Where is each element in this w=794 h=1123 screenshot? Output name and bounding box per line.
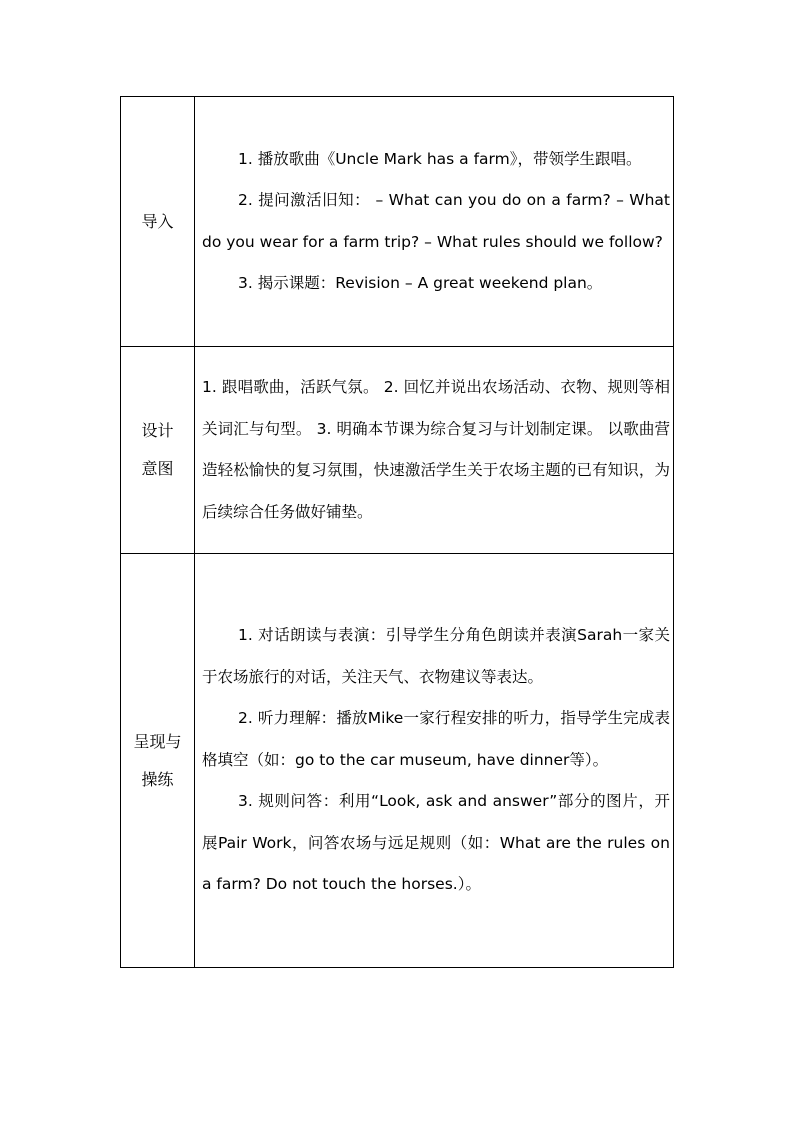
row-label-line: 意图 — [141, 459, 174, 478]
row-content-intro — [195, 97, 674, 347]
content-paragraph: 1. 对话朗读与表演：引导学生分角色朗读并表演Sarah一家关于农场旅行的对话，关注天气、衣物建议等表达。 — [202, 626, 670, 686]
row-content-design-intent — [195, 347, 674, 554]
row-label-intro — [121, 97, 195, 347]
lesson-plan-table — [120, 96, 674, 968]
table-row-presentation — [121, 554, 674, 968]
content-paragraph: 3. 规则问答：利用“Look, ask and answer”部分的图片，开展Pair Work，问答农场与远足规则（如：What are the rules on a farm? Do not touch the horses.）。 — [202, 792, 670, 894]
row-label-line: 操练 — [141, 769, 174, 789]
row-label-line: 导入 — [141, 211, 174, 231]
row-label-presentation — [121, 554, 195, 968]
content-paragraph: 3. 揭示课题：Revision – A great weekend plan。 — [238, 274, 603, 292]
content-paragraph: 1. 跟唱歌曲，活跃气氛。 2. 回忆并说出农场活动、衣物、规则等相关词汇与句型。 3. 明确本节课为综合复习与计划制定课。 以歌曲营造轻松愉快的复习氛围，快速激活学生关于农场主题的已有知识，为后续综合任务做好铺垫。 — [202, 378, 670, 521]
row-label-line: 呈现与 — [133, 731, 182, 751]
table-row-intro — [121, 97, 674, 347]
content-paragraph: 2. 提问激活旧知： – What can you do on a farm? – What do you wear for a farm trip? – What rules should we follow? — [202, 191, 670, 251]
row-content-presentation — [195, 554, 674, 968]
content-paragraph: 1. 播放歌曲《Uncle Mark has a farm》，带领学生跟唱。 — [238, 149, 642, 168]
row-label-design-intent — [121, 347, 195, 554]
row-label-line: 设计 — [141, 421, 174, 440]
table-row-design-intent — [121, 347, 674, 554]
content-paragraph: 2. 听力理解：播放Mike一家行程安排的听力，指导学生完成表格填空（如：go to the car museum, have dinner等）。 — [202, 709, 670, 769]
